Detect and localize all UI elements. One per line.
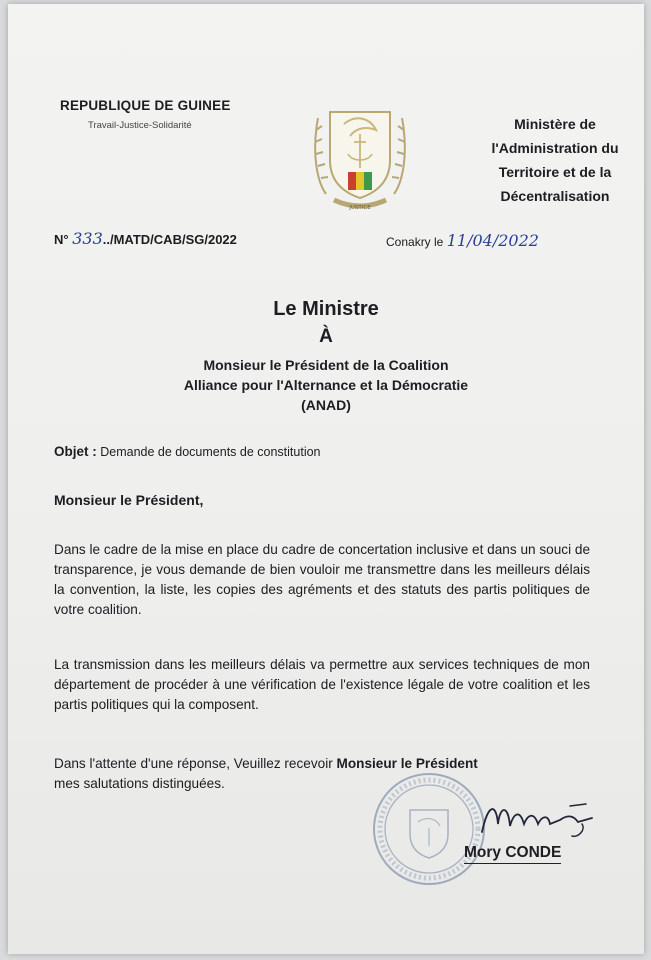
object-line: Objet : Demande de documents de constitution: [54, 444, 321, 459]
svg-text:JUSTICE: JUSTICE: [349, 205, 371, 211]
addressed-to: À: [319, 326, 333, 347]
salutation: Monsieur le Président,: [54, 492, 204, 508]
sender-title: Le Ministre: [273, 298, 379, 320]
official-stamp-icon: [370, 770, 488, 888]
handwritten-date: 11/04/2022: [446, 231, 539, 250]
coat-of-arms-icon: [304, 90, 416, 220]
signatory-name: Mory CONDE: [464, 844, 561, 864]
republic-name: REPUBLIQUE DE GUINEE: [60, 98, 231, 113]
handwritten-number: 333: [72, 229, 103, 248]
paragraph-2: La transmission dans les meilleurs délais va permettre aux services techniques de mon département de procéder à une vérification de l'existence légale de votre coalition et les partis politiques qui la composent.: [54, 657, 590, 712]
place-and-date: Conakry le 11/04/2022: [386, 231, 539, 250]
national-motto: Travail-Justice-Solidarité: [88, 120, 192, 131]
recipient-block: Monsieur le Président de la Coalition Alliance pour l'Alternance et la Démocratie (ANAD): [183, 357, 469, 413]
letter-page: [8, 4, 644, 954]
signature-icon: [474, 794, 604, 844]
paragraph-1: Dans le cadre de la mise en place du cadre de concertation inclusive et dans un souci de transparence, je vous demande de bien vouloir me transmettre dans les meilleurs délais la convention, la liste, les copies des agréments et des statuts des partis politiques de votre coalition.: [54, 542, 590, 617]
reference-number: N° 333../MATD/CAB/SG/2022: [54, 229, 237, 248]
ministry-name: Ministère de l'Administration du Territoire et de la Décentralisation: [491, 116, 619, 204]
closing-paragraph: Dans l'attente d'une réponse, Veuillez recevoir Monsieur le Président mes salutations distinguées.: [54, 756, 478, 791]
